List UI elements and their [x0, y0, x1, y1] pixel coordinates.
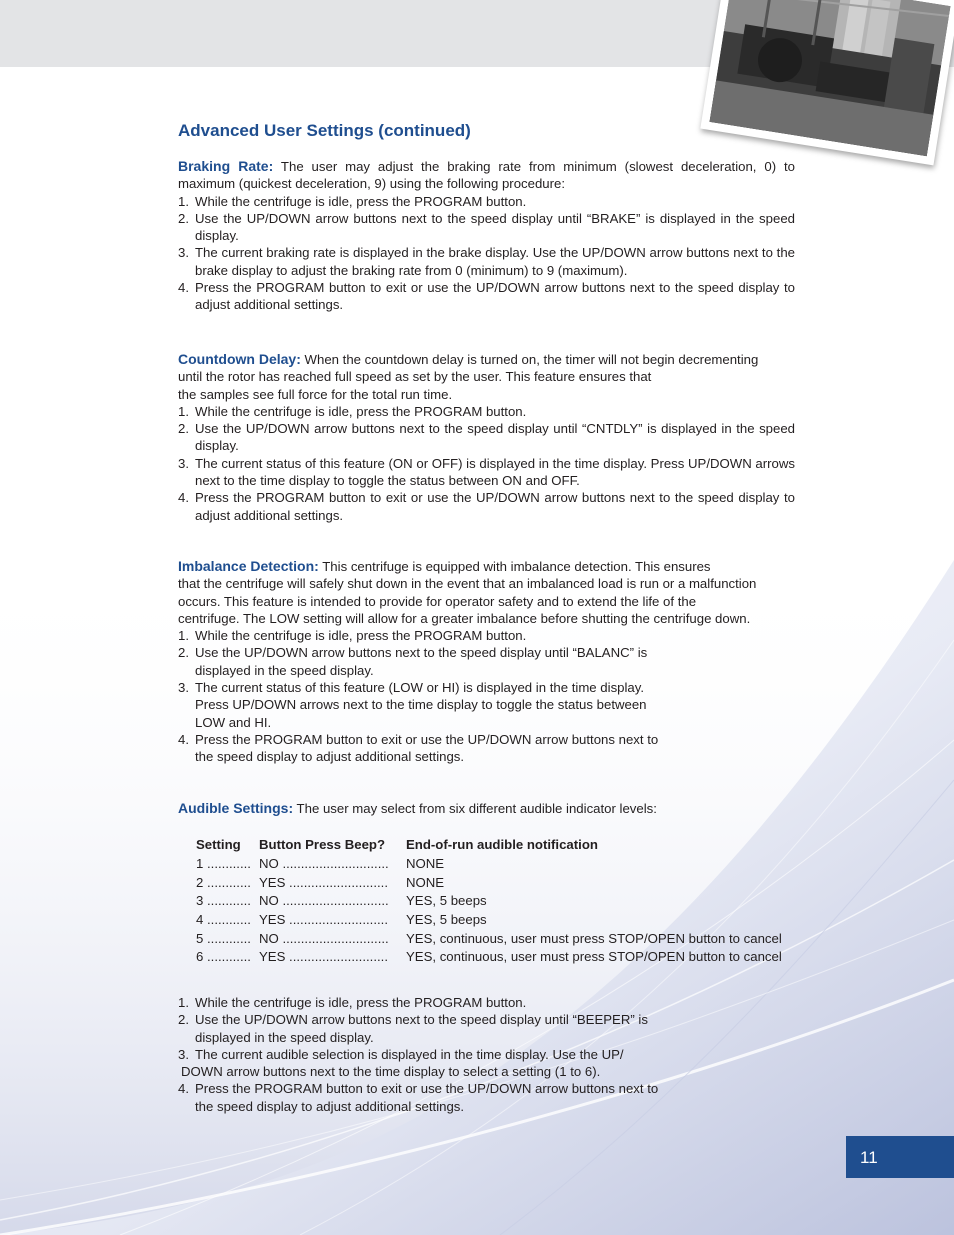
- table-cell: YES, continuous, user must press STOP/OPEN button to cancel: [406, 949, 782, 965]
- factory-photo-image: [709, 0, 950, 156]
- imbalance-detection-steps: [178, 627, 795, 765]
- table-cell: YES ...........................: [259, 911, 388, 927]
- table-cell: NONE: [406, 855, 445, 871]
- table-cell: NO .............................: [259, 893, 389, 909]
- table-row: [196, 929, 782, 948]
- table-row: [196, 891, 782, 910]
- factory-photo: [700, 0, 954, 165]
- table-cell: 2 ............: [196, 874, 251, 890]
- table-row: [196, 854, 782, 873]
- table-cell: YES, 5 beeps: [406, 911, 487, 927]
- table-cell: 3 ............: [196, 893, 251, 909]
- audible-settings-steps-block: [178, 994, 795, 1115]
- list-item: 2. Use the UP/DOWN arrow buttons next to the speed display until “BRAKE” is displayed in the speed display.: [178, 210, 795, 244]
- table-cell: YES, 5 beeps: [406, 893, 487, 909]
- imbalance-detection-section: Imbalance Detection: This centrifuge is equipped with imbalance detection. This ensures that the centrifuge will safely shut down in the event that an imbalanced load is run or a malfunction occurs. This feature is intended to provide for operator safety and to extend the life of the centrifuge. The LOW setting will allow for a greater imbalance before shutting the centrifuge down. 1. While the centrifuge is idle, press the PROGRAM button. 2. Use the UP/DOWN arrow buttons next to the speed display until “BALANC” is displayed in the speed display. 3. The current status of this feature (LOW or HI) is displayed in the time display. Press UP/DOWN arrows next to the time display to toggle the status between LOW and HI. 4. Press the PROGRAM button to exit or use the UP/DOWN arrow buttons next to the speed display to adjust additional settings.: [178, 558, 795, 766]
- table-cell: YES ...........................: [259, 874, 388, 890]
- list-item: 2. Use the UP/DOWN arrow buttons next to the speed display until “BEEPER” is displayed in the speed display.: [178, 1012, 648, 1045]
- table-cell: YES, continuous, user must press STOP/OPEN button to cancel: [406, 930, 782, 946]
- page-number-box: [846, 1136, 954, 1178]
- braking-rate-section: [178, 158, 795, 314]
- countdown-delay-steps: [178, 403, 795, 524]
- column-header: Button Press Beep?: [259, 836, 386, 852]
- list-item: 1. While the centrifuge is idle, press the PROGRAM button.: [178, 995, 527, 1010]
- table-cell: NO .............................: [259, 930, 389, 946]
- audible-settings-table: [196, 835, 782, 966]
- page-number: 11: [860, 1148, 878, 1167]
- audible-settings-steps: [178, 994, 795, 1115]
- list-item: 3. The current status of this feature (LOW or HI) is displayed in the time display. Press UP/DOWN arrows next to the time display to toggle the status between LOW and HI.: [178, 680, 647, 730]
- table-cell: 4 ............: [196, 911, 251, 927]
- braking-rate-steps: [178, 193, 795, 314]
- table-cell: YES ...........................: [259, 949, 388, 965]
- braking-rate-label: Braking Rate:: [178, 158, 274, 174]
- table-row: [196, 947, 782, 966]
- list-item: 2. Use the UP/DOWN arrow buttons next to the speed display until “CNTDLY” is displayed in the speed display.: [178, 421, 795, 454]
- page-title: Advanced User Settings (continued): [178, 121, 471, 140]
- table-cell: 6 ............: [196, 949, 251, 965]
- imbalance-detection-intro: Imbalance Detection: This centrifuge is equipped with imbalance detection. This ensures: [178, 558, 711, 574]
- list-item: 4. Press the PROGRAM button to exit or use the UP/DOWN arrow buttons next to the speed display to adjust additional settings.: [178, 731, 659, 765]
- list-item: 3. The current status of this feature (ON or OFF) is displayed in the time display. Press UP/DOWN arrows next to the time display to toggle the status between ON and OFF.: [178, 455, 795, 489]
- table-header-row: [196, 835, 782, 854]
- table-row: [196, 910, 782, 929]
- imbalance-detection-label: Imbalance Detection:: [178, 558, 319, 574]
- braking-rate-intro: Braking Rate: The user may adjust the braking rate from minimum (slowest deceleration, 0) to maximum (quickest deceleration, 9) using the following procedure:: [178, 158, 795, 192]
- table-cell: 1 ............: [196, 855, 251, 871]
- audible-settings-section: [178, 800, 795, 817]
- list-item: 4. Press the PROGRAM button to exit or use the UP/DOWN arrow buttons next to the speed display to adjust additional settings.: [178, 1081, 659, 1114]
- list-item: 3. The current braking rate is displayed in the brake display. Use the UP/DOWN arrow buttons next to the brake display to adjust the braking rate from 0 (minimum) to 9 (maximum).: [178, 245, 795, 278]
- column-header: Setting: [196, 836, 241, 852]
- list-item: 1. While the centrifuge is idle, press the PROGRAM button.: [178, 628, 527, 644]
- column-header: End-of-run audible notification: [406, 836, 598, 852]
- list-item: 1. While the centrifuge is idle, press the PROGRAM button.: [178, 193, 527, 209]
- countdown-delay-intro: Countdown Delay: When the countdown delay is turned on, the timer will not begin decrementing: [178, 351, 759, 367]
- table-cell: 5 ............: [196, 930, 251, 946]
- countdown-delay-label: Countdown Delay:: [178, 351, 301, 367]
- list-item: 3. The current audible selection is displayed in the time display. Use the UP/ DOWN arrow buttons next to the time display to select a setting (1 to 6).: [178, 1046, 624, 1080]
- list-item: 1. While the centrifuge is idle, press the PROGRAM button.: [178, 403, 527, 419]
- table-cell: NO .............................: [259, 855, 389, 871]
- table-cell: NONE: [406, 874, 445, 890]
- countdown-delay-section: Countdown Delay: When the countdown delay is turned on, the timer will not begin decrementing until the rotor has reached full speed as set by the user. This feature ensures that the samples see full force for the total run time. 1. While the centrifuge is idle, press the PROGRAM button. 2. Use the UP/DOWN arrow buttons next to the speed display until “CNTDLY” is displayed in the speed display. 3. The current status of this feature (ON or OFF) is displayed in the time display. Press UP/DOWN arrows next to the time display to toggle the status between ON and OFF. 4. Press the PROGRAM button to exit or use the UP/DOWN arrow buttons next to the speed display to adjust additional settings.: [178, 351, 795, 523]
- audible-settings-intro: Audible Settings: The user may select from six different audible indicator levels:: [178, 800, 657, 816]
- table-row: [196, 873, 782, 892]
- list-item: 4. Press the PROGRAM button to exit or use the UP/DOWN arrow buttons next to the speed display to adjust additional settings.: [178, 490, 795, 523]
- list-item: 2. Use the UP/DOWN arrow buttons next to the speed display until “BALANC” is displayed in the speed display.: [178, 645, 648, 678]
- list-item: 4. Press the PROGRAM button to exit or use the UP/DOWN arrow buttons next to the speed display to adjust additional settings.: [178, 280, 795, 313]
- audible-settings-label: Audible Settings:: [178, 800, 294, 816]
